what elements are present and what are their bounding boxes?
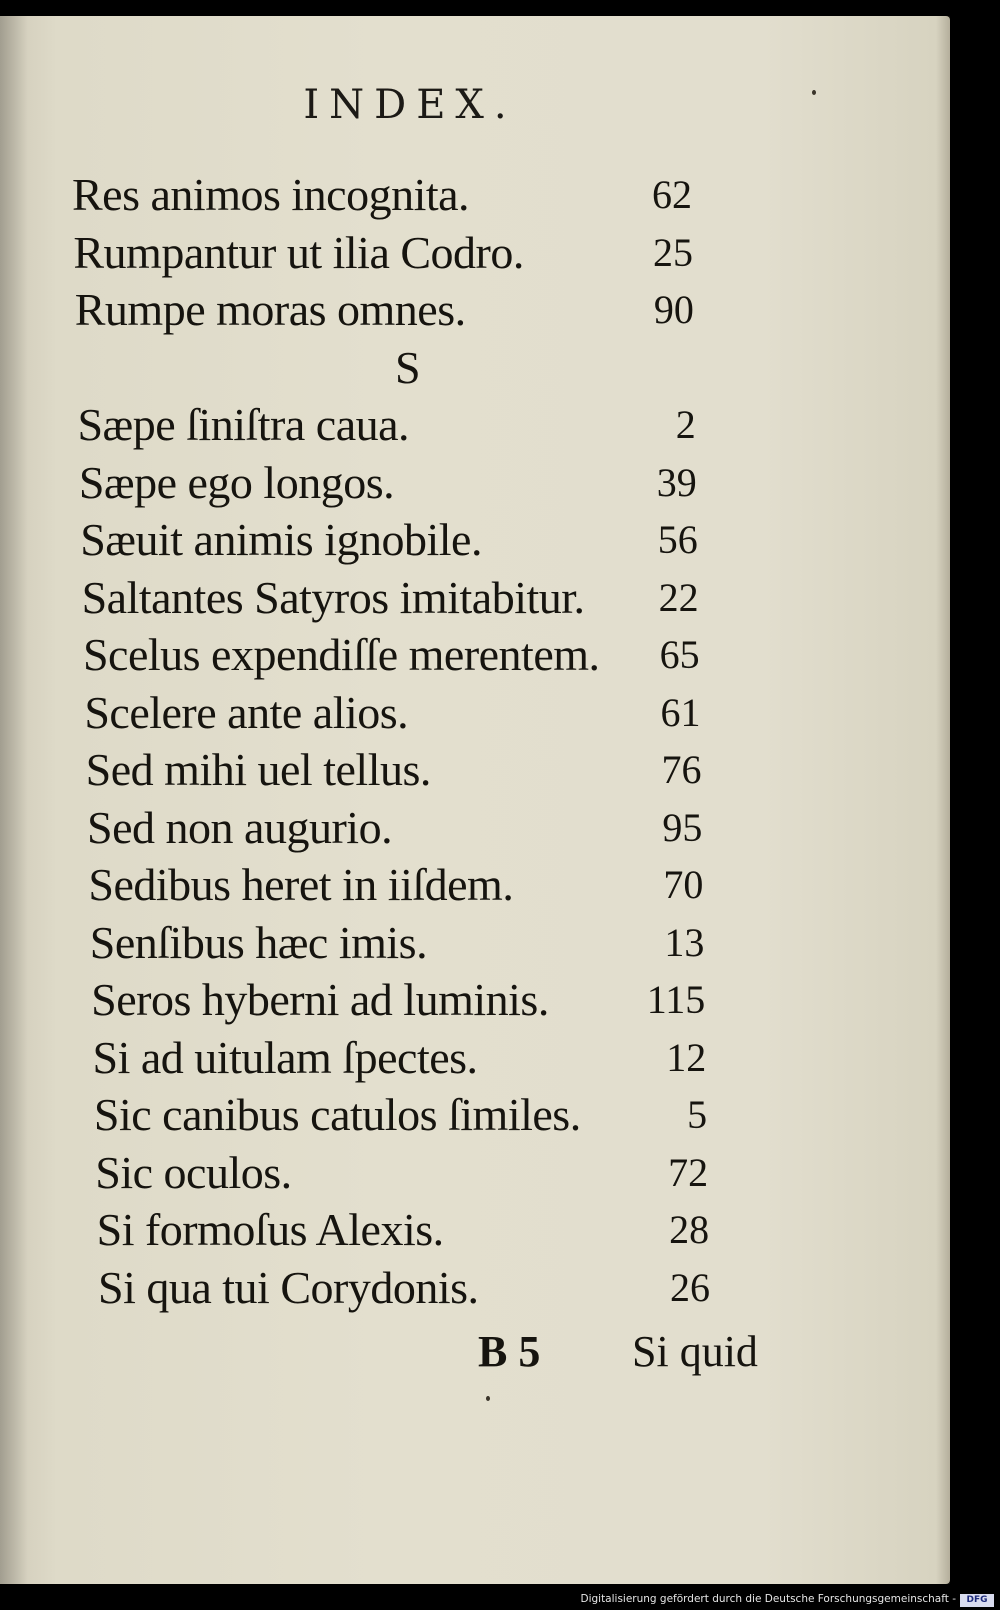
index-entry [0,971,950,1029]
index-entry-page: 12 [666,1034,707,1080]
paper-speck [812,90,816,95]
index-entry-page: 13 [664,919,705,965]
index-entry-page: 61 [660,689,701,735]
index-entry-page: 76 [661,747,702,792]
index-entry [0,1259,950,1317]
index-entry [0,799,950,857]
index-entry-page: 25 [652,229,693,275]
index-entry-page: 5 [687,1092,708,1137]
index-entry-page: 62 [652,172,692,217]
index-entry [0,281,950,339]
page-footer-line [0,1322,950,1382]
index-entry [0,914,950,972]
index-entry-term: Scelus expendiſſe merentem. [82,629,600,680]
paper-speck [486,1396,490,1401]
index-entry [0,511,950,569]
index-entry-term: Sedibus heret in iiſdem. [88,859,514,910]
index-entry-term: Sæpe ego longos. [78,456,395,508]
index-entry-page: 70 [663,862,704,907]
index-entry-page: 65 [659,632,700,677]
signature-mark: B 5 [478,1327,541,1376]
index-entry-term: Si qua tui Corydonis. [98,1261,479,1313]
index-entry-term: Si formoſus Alexis. [96,1204,444,1255]
section-letter-text: S [395,341,421,393]
index-entry-term: Rumpantur ut ilia Codro. [73,226,524,278]
section-letter [0,339,950,397]
index-entry-page: 39 [656,459,697,505]
catchword: Si quid [632,1327,758,1376]
index-entry [0,1201,950,1259]
index-entries [0,166,950,1316]
index-entry-term: Sæpe ſiniſtra caua. [77,399,410,450]
index-entry-page: 95 [662,804,703,850]
index-entry-term: Sic canibus catulos ſimiles. [93,1089,581,1140]
index-entry-term: Scelere ante alios. [84,686,409,738]
running-head: INDEX. [303,82,517,128]
index-entry-term: Saltantes Satyros imitabitur. [81,571,585,623]
index-entry-term: Sed non augurio. [87,801,393,853]
index-entry-term: Seros hyberni ad luminis. [91,974,549,1025]
index-entry-term: Sic oculos. [95,1146,292,1198]
book-page [0,16,950,1584]
index-entry [0,396,950,454]
dfg-logo: DFG [960,1594,994,1607]
index-entry-term: Res animos incognita. [72,169,470,220]
index-entry-page: 2 [675,402,696,447]
index-entry-page: 56 [657,517,698,562]
index-entry [0,856,950,914]
index-entry [0,626,950,684]
index-entry-term: Rumpe moras omnes. [74,284,466,335]
funding-credit: Digitalisierung gefördert durch die Deutsche Forschungsgemeinschaft - [580,1593,956,1605]
index-entry [0,741,950,799]
credit-bar [0,1592,1000,1610]
index-entry-term: Senſibus hæc imis. [89,916,428,968]
index-entry-term: Sæuit animis ignobile. [80,514,482,565]
index-entry-page: 22 [658,574,699,620]
index-entry [0,1029,950,1087]
index-entry-page: 26 [670,1264,710,1310]
index-entry [0,1144,950,1202]
index-entry-term: Si ad uitulam ſpectes. [92,1031,478,1083]
index-entry [0,569,950,627]
index-entry [0,684,950,742]
index-entry-page: 28 [669,1207,710,1252]
index-entry [0,454,950,512]
index-entry-page: 115 [646,977,706,1022]
index-entry-term: Sed mihi uel tellus. [85,744,431,795]
index-entry-page: 72 [668,1149,709,1195]
index-entry [0,166,950,224]
index-entry-page: 90 [653,287,694,332]
index-entry [0,1086,950,1144]
index-entry [0,224,950,282]
